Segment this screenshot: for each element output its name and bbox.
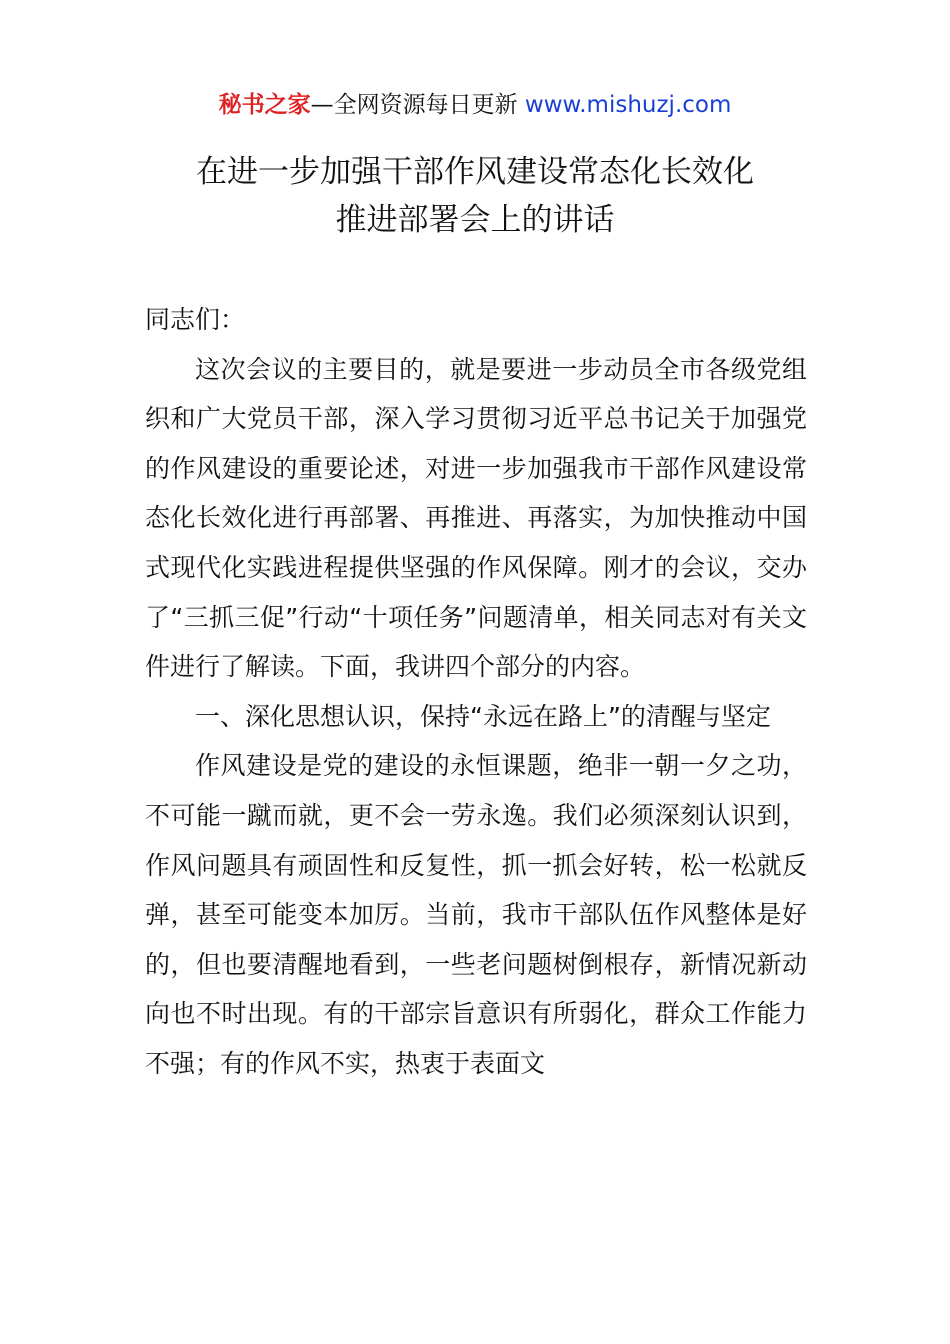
salutation: 同志们： (145, 305, 246, 334)
section-heading-1: 一、深化思想认识，保持“永远在路上”的清醒与坚定 (195, 701, 771, 731)
document-title (0, 148, 950, 244)
site-url-link[interactable]: www.mishuzj.com (524, 92, 732, 118)
site-header (0, 88, 950, 122)
document-body (145, 295, 807, 1089)
header-tagline: —全网资源每日更新 (310, 92, 525, 118)
title-line-1: 在进一步加强干部作风建设常态化长效化 (196, 154, 754, 190)
paragraph-section-1: 作风建设是党的建设的永恒课题，绝非一朝一夕之功，不可能一蹴而就，更不会一劳永逸。我们必须深刻认识到，作风问题具有顽固性和反复性，抓一抓会好转，松一松就反弹，甚至可能变本加厉。当前，我市干部队伍作风整体是好的，但也要清醒地看到，一些老问题树倒根存，新情况新动向也不时出现。有的干部宗旨意识有所弱化，群众工作能力不强；有的作风不实，热衷于表面文 (145, 751, 807, 1078)
title-line-2: 推进部署会上的讲话 (335, 202, 615, 238)
paragraph-intro: 这次会议的主要目的，就是要进一步动员全市各级党组织和广大党员干部，深入学习贯彻习近平总书记关于加强党的作风建设的重要论述，对进一步加强我市干部作风建设常态化长效化进行再部署、再推进、再落实，为加快推动中国式现代化实践进程提供坚强的作风保障。刚才的会议，交办了“三抓三促”行动“十项任务”问题清单，相关同志对有关文件进行了解读。下面，我讲四个部分的内容。 (145, 354, 807, 682)
brand-name: 秘书之家 (218, 92, 311, 118)
